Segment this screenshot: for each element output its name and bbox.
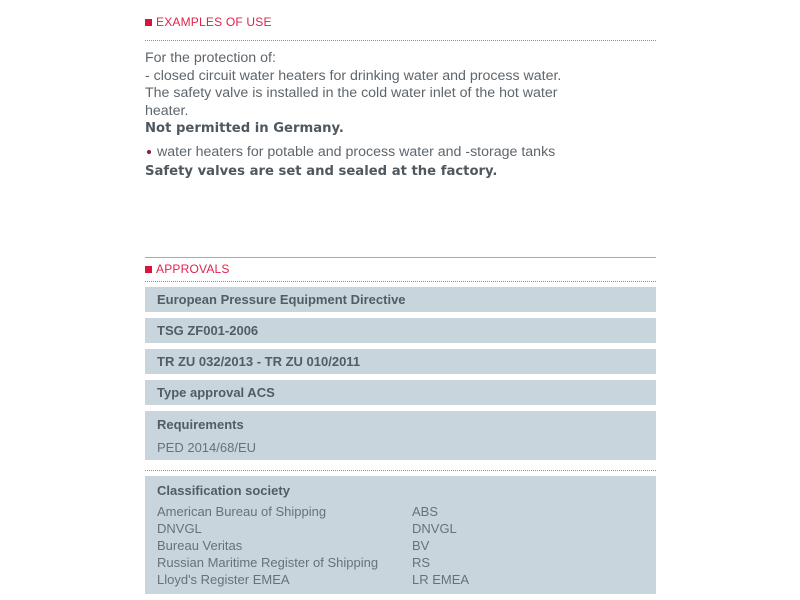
classification-row — [157, 503, 656, 520]
approval-label: TR ZU 032/2013 - TR ZU 010/2011 — [157, 354, 361, 369]
requirements-box — [145, 411, 656, 460]
divider — [145, 281, 656, 282]
requirements-title: Requirements — [157, 417, 244, 432]
factory-note: Safety valves are set and sealed at the factory. — [145, 164, 498, 179]
approval-item — [145, 349, 656, 374]
text-line: The safety valve is installed in the cold water inlet of the hot water — [145, 85, 558, 101]
classification-row — [157, 520, 656, 537]
approval-label: Type approval ACS — [157, 385, 275, 400]
warning-text: Not permitted in Germany. — [145, 121, 344, 136]
approval-item — [145, 287, 656, 312]
society-name: DNVGL — [157, 521, 202, 536]
classification-row — [157, 554, 656, 571]
bullet-item — [145, 144, 561, 162]
text-line: - closed circuit water heaters for drinking water and process water. — [145, 67, 562, 84]
examples-body — [145, 50, 561, 181]
text-line: heater. — [145, 102, 189, 119]
examples-heading-text: EXAMPLES OF USE — [156, 15, 272, 29]
square-bullet-icon — [145, 19, 152, 26]
requirements-value: PED 2014/68/EU — [157, 440, 257, 455]
society-code: RS — [412, 555, 431, 570]
approval-item — [145, 380, 656, 405]
examples-heading — [145, 15, 272, 29]
section-rule — [145, 257, 656, 258]
society-name: American Bureau of Shipping — [157, 504, 327, 519]
classification-title: Classification society — [157, 483, 290, 498]
society-code: DNVGL — [412, 521, 457, 536]
approvals-heading — [145, 262, 230, 276]
classification-box — [145, 476, 656, 594]
square-bullet-icon — [145, 266, 152, 273]
classification-row — [157, 537, 656, 554]
divider — [145, 40, 656, 41]
approval-label: TSG ZF001-2006 — [157, 323, 259, 338]
society-name: Russian Maritime Register of Shipping — [157, 555, 379, 570]
society-name: Bureau Veritas — [157, 538, 243, 553]
classification-row — [157, 571, 656, 588]
society-code: BV — [412, 538, 430, 553]
approval-label: European Pressure Equipment Directive — [157, 292, 406, 307]
society-name: Lloyd's Register EMEA — [157, 572, 290, 587]
society-code: ABS — [412, 504, 439, 519]
bullet-text: water heaters for potable and process water and -storage tanks — [157, 143, 556, 160]
approvals-heading-text: APPROVALS — [156, 262, 230, 276]
approval-item — [145, 318, 656, 343]
divider — [145, 470, 656, 471]
bullet-icon — [147, 150, 151, 154]
text-line: For the protection of: — [145, 50, 276, 66]
society-code: LR EMEA — [412, 572, 470, 587]
